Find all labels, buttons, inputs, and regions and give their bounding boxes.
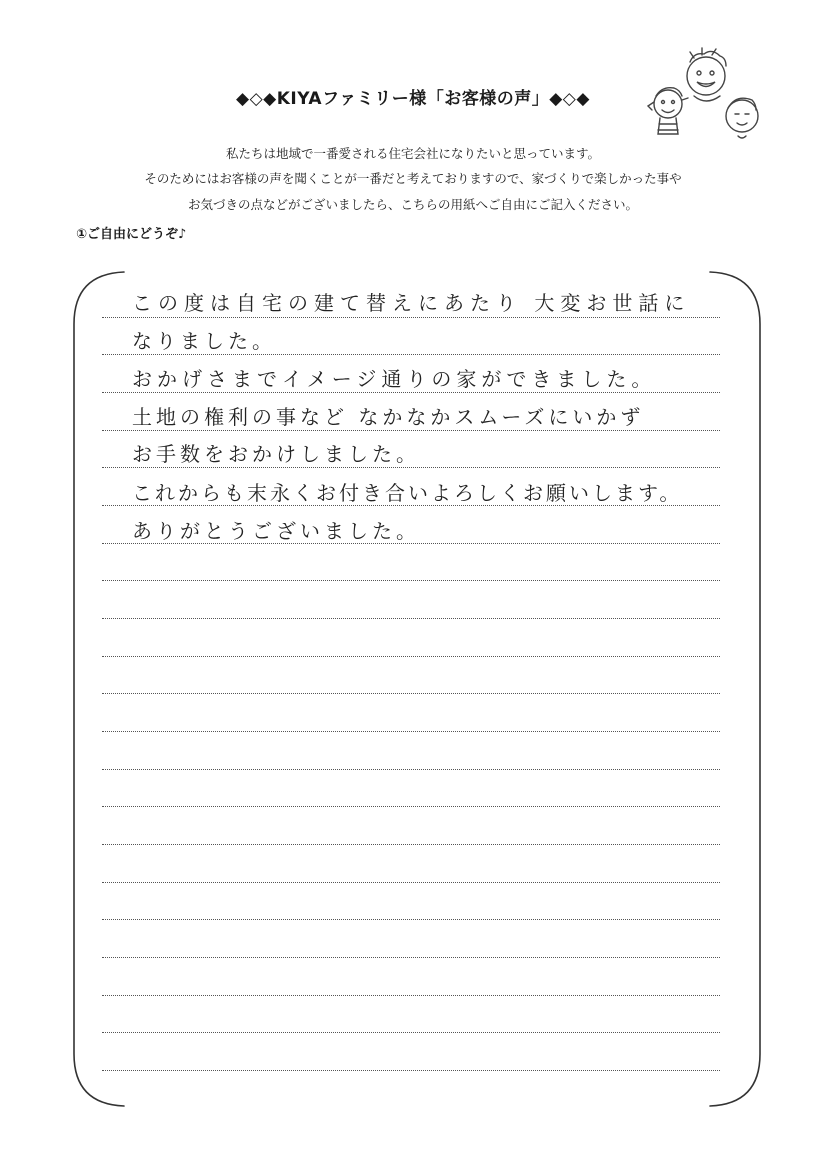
family-illustration <box>634 46 766 150</box>
writing-rule <box>102 919 720 920</box>
writing-rule <box>102 1070 720 1071</box>
intro-line-3: お気づきの点などがございましたら、こちらの用紙へご自由にご記入ください。 <box>187 197 638 212</box>
page-title: ◆◇◆KIYAファミリー様「お客様の声」◆◇◆ <box>236 89 590 109</box>
intro-line-1: 私たちは地域で一番愛される住宅会社になりたいと思っています。 <box>225 146 600 161</box>
writing-rule <box>102 656 720 657</box>
writing-rule <box>102 957 720 958</box>
writing-rule <box>102 882 720 883</box>
writing-rule <box>102 995 720 996</box>
handwritten-line-2: なりました。 <box>132 329 276 353</box>
handwritten-line-3: おかげさまでイメージ通りの家ができました。 <box>132 367 657 391</box>
writing-rule <box>102 354 720 355</box>
writing-rule <box>102 467 720 468</box>
handwritten-line-6: これからも末永くお付き合いよろしくお願いします。 <box>132 481 683 505</box>
writing-rule <box>102 769 720 770</box>
writing-rule <box>102 806 720 807</box>
intro-line-2: そのためにはお客様の声を聞くことが一番だと考えておりますので、家づくりで楽しかった事や <box>144 171 682 186</box>
writing-rule <box>102 731 720 732</box>
writing-rule <box>102 693 720 694</box>
writing-rule <box>102 844 720 845</box>
comment-frame <box>70 270 764 1108</box>
writing-rule <box>102 618 720 619</box>
writing-rule <box>102 580 720 581</box>
writing-rule <box>102 317 720 318</box>
handwritten-line-7: ありがとうございました。 <box>132 519 420 543</box>
writing-rule <box>102 430 720 431</box>
handwritten-line-1: この度は自宅の建て替えにあたり 大変お世話に <box>132 291 691 315</box>
writing-rule <box>102 392 720 393</box>
handwritten-line-4: 土地の権利の事など なかなかスムーズにいかず <box>132 405 645 429</box>
free-comment-prompt: ①ご自由にどうぞ♪ <box>76 227 187 242</box>
handwritten-line-5: お手数をおかけしました。 <box>132 442 420 466</box>
writing-rule <box>102 1032 720 1033</box>
